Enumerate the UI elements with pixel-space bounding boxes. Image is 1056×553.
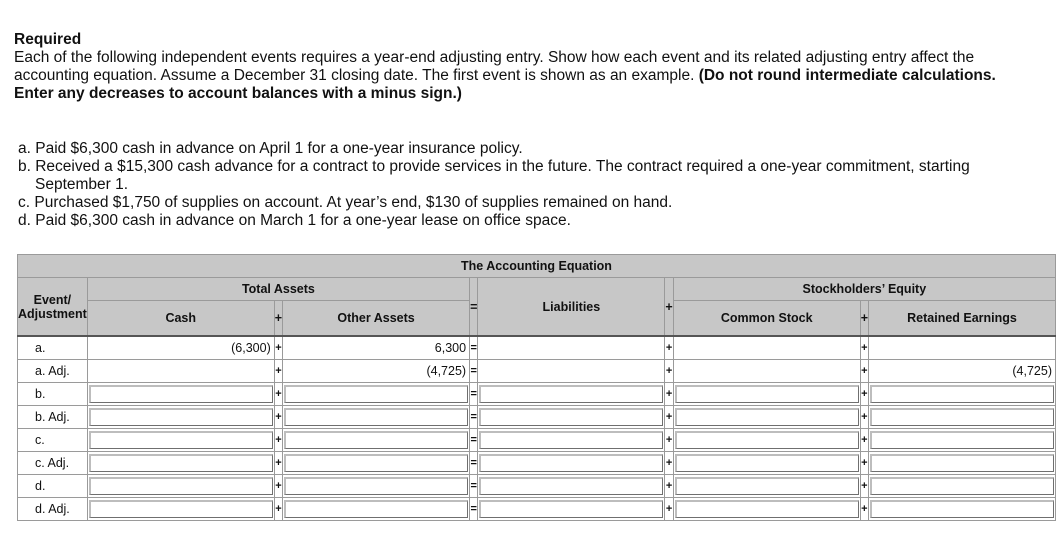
common-stock-input[interactable] <box>675 477 859 495</box>
cash-input[interactable] <box>89 408 273 426</box>
common-stock-input[interactable] <box>675 431 859 449</box>
instructions-text <box>14 49 1009 103</box>
common-stock-input[interactable] <box>675 385 859 403</box>
other-assets-value: 6,300 <box>283 336 470 360</box>
instructions-plain: Each of the following independent events requires a year-end adjusting entry. Show how each event and its related adjusting entry affect the accounting equation. Assume a December 31 closing date. The first event is shown as an example. <box>14 49 975 84</box>
liabilities-header: Liabilities <box>478 278 665 337</box>
plus-sign: + <box>665 498 673 521</box>
accounting-equation-table <box>17 254 1056 521</box>
equals-sign: = <box>470 452 478 475</box>
plus-sign: + <box>860 429 868 452</box>
event-header: Event/ Adjustment <box>18 278 88 337</box>
instructions-block <box>14 31 1009 103</box>
liabilities-value <box>478 336 665 360</box>
common-stock-input[interactable] <box>675 500 859 518</box>
retained-earnings-input[interactable] <box>870 431 1054 449</box>
plus-sign: + <box>274 475 282 498</box>
row-event-label: d. <box>18 475 88 498</box>
retained-earnings-input[interactable] <box>870 385 1054 403</box>
plus-sign: + <box>274 429 282 452</box>
table-row <box>18 429 1056 452</box>
table-row <box>18 360 1056 383</box>
common-stock-value <box>673 360 860 383</box>
table-row <box>18 336 1056 360</box>
plus-sign: + <box>665 383 673 406</box>
plus-sign: + <box>665 475 673 498</box>
plus-sign: + <box>860 498 868 521</box>
liabilities-input[interactable] <box>479 454 663 472</box>
table-row <box>18 498 1056 521</box>
liabilities-input[interactable] <box>479 408 663 426</box>
retained-earnings-input[interactable] <box>870 477 1054 495</box>
table-row <box>18 475 1056 498</box>
row-event-label: c. <box>18 429 88 452</box>
other-assets-header: Other Assets <box>283 301 470 337</box>
common-stock-input[interactable] <box>675 454 859 472</box>
retained-earnings-value: (4,725) <box>869 360 1056 383</box>
equals-sign: = <box>470 406 478 429</box>
plus-sign: + <box>860 475 868 498</box>
equals-sign: = <box>470 383 478 406</box>
event-d: d. Paid $6,300 cash in advance on March 1 for a one-year lease on office space. <box>18 212 571 229</box>
plus-sign: + <box>274 406 282 429</box>
cash-value: (6,300) <box>87 336 274 360</box>
plus-sign: + <box>860 406 868 429</box>
equals-sign-header: = <box>470 278 478 337</box>
table-row <box>18 383 1056 406</box>
plus-sign-header: + <box>860 301 868 337</box>
row-event-label: a. Adj. <box>18 360 88 383</box>
plus-sign: + <box>274 452 282 475</box>
liabilities-input[interactable] <box>479 500 663 518</box>
other-assets-input[interactable] <box>284 454 468 472</box>
cash-header: Cash <box>87 301 274 337</box>
common-stock-header: Common Stock <box>673 301 860 337</box>
cash-input[interactable] <box>89 500 273 518</box>
plus-sign: + <box>274 383 282 406</box>
liabilities-value <box>478 360 665 383</box>
cash-input[interactable] <box>89 477 273 495</box>
other-assets-input[interactable] <box>284 500 468 518</box>
retained-earnings-header: Retained Earnings <box>869 301 1056 337</box>
equals-sign: = <box>470 498 478 521</box>
table-title: The Accounting Equation <box>18 255 1056 278</box>
cash-input[interactable] <box>89 431 273 449</box>
common-stock-value <box>673 336 860 360</box>
plus-sign: + <box>860 360 868 383</box>
plus-sign: + <box>665 336 673 360</box>
row-event-label: b. Adj. <box>18 406 88 429</box>
cash-input[interactable] <box>89 454 273 472</box>
instructions-bold: (Do not round intermediate calculations. Enter any decreases to account balances with a minus sign.) <box>14 67 996 102</box>
other-assets-input[interactable] <box>284 431 468 449</box>
plus-sign-header: + <box>665 278 673 337</box>
plus-sign: + <box>665 360 673 383</box>
equals-sign: = <box>470 336 478 360</box>
table-row <box>18 452 1056 475</box>
retained-earnings-input[interactable] <box>870 454 1054 472</box>
row-event-label: d. Adj. <box>18 498 88 521</box>
liabilities-input[interactable] <box>479 477 663 495</box>
plus-sign: + <box>860 452 868 475</box>
plus-sign: + <box>665 429 673 452</box>
retained-earnings-input[interactable] <box>870 500 1054 518</box>
plus-sign: + <box>274 498 282 521</box>
stockholders-equity-header: Stockholders’ Equity <box>673 278 1055 301</box>
other-assets-input[interactable] <box>284 408 468 426</box>
liabilities-input[interactable] <box>479 431 663 449</box>
plus-sign: + <box>665 406 673 429</box>
required-heading: Required <box>14 31 82 48</box>
event-a: a. Paid $6,300 cash in advance on April 1 for a one-year insurance policy. <box>18 140 523 157</box>
equals-sign: = <box>470 475 478 498</box>
cash-value <box>87 360 274 383</box>
plus-sign: + <box>860 383 868 406</box>
row-event-label: b. <box>18 383 88 406</box>
retained-earnings-value <box>869 336 1056 360</box>
plus-sign: + <box>274 360 282 383</box>
other-assets-input[interactable] <box>284 477 468 495</box>
plus-sign: + <box>665 452 673 475</box>
retained-earnings-input[interactable] <box>870 408 1054 426</box>
equals-sign: = <box>470 360 478 383</box>
events-list <box>18 140 1008 230</box>
total-assets-header: Total Assets <box>87 278 469 301</box>
other-assets-input[interactable] <box>284 385 468 403</box>
row-event-label: a. <box>18 336 88 360</box>
event-c: c. Purchased $1,750 of supplies on account. At year’s end, $130 of supplies remained on hand. <box>18 194 673 211</box>
other-assets-value: (4,725) <box>283 360 470 383</box>
cash-input[interactable] <box>89 385 273 403</box>
event-b: b. Received a $15,300 cash advance for a contract to provide services in the future. The contract required a one-year commitment, starting September 1. <box>18 158 970 193</box>
plus-sign-header: + <box>274 301 282 337</box>
row-event-label: c. Adj. <box>18 452 88 475</box>
liabilities-input[interactable] <box>479 385 663 403</box>
equals-sign: = <box>470 429 478 452</box>
plus-sign: + <box>274 336 282 360</box>
plus-sign: + <box>860 336 868 360</box>
common-stock-input[interactable] <box>675 408 859 426</box>
table-row <box>18 406 1056 429</box>
